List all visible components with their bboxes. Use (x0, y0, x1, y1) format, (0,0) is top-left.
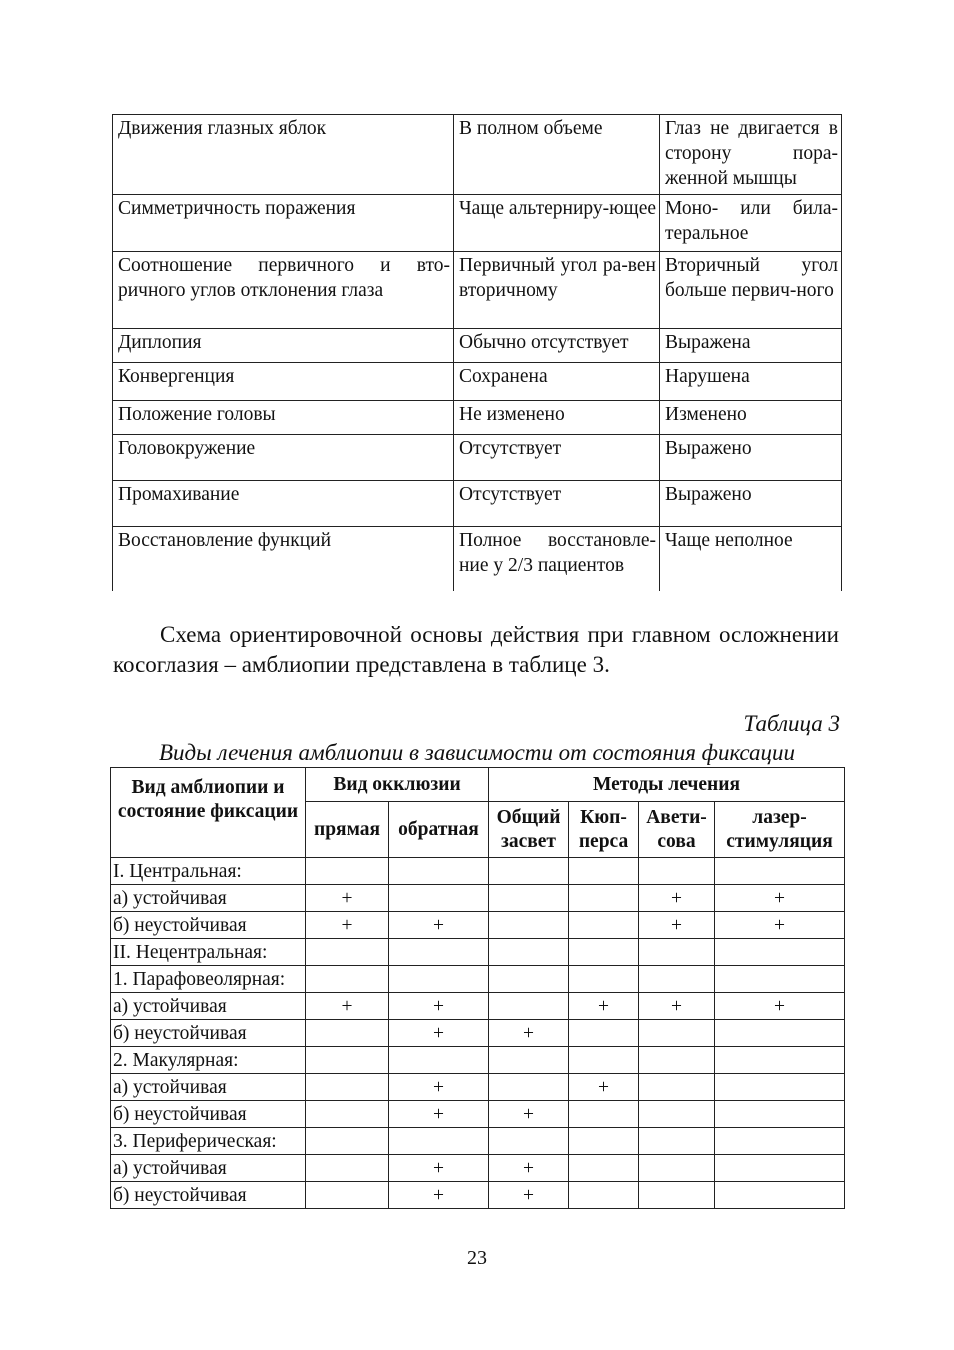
cell-paralytic: Нарушена (660, 363, 842, 401)
mark-cell (569, 885, 639, 912)
cell-paralytic: Выражено (660, 435, 842, 481)
table-row (111, 993, 845, 1020)
mark-cell (715, 939, 845, 966)
mark-cell (306, 1074, 389, 1101)
mark-cell: + (715, 912, 845, 939)
cell-paralytic: Вторичный угол больше первич-ного (660, 252, 842, 329)
cell-param: Диплопия (113, 329, 454, 363)
mark-cell (715, 858, 845, 885)
comparison-table (112, 114, 842, 591)
mark-cell (639, 939, 715, 966)
table-row (113, 363, 842, 401)
mark-cell (715, 1047, 845, 1074)
mark-cell: + (389, 1074, 489, 1101)
mark-cell (306, 1101, 389, 1128)
cell-comitant: Сохранена (454, 363, 660, 401)
header-occlusion-group: Вид окклюзии (306, 768, 489, 802)
cell-paralytic: Выражена (660, 329, 842, 363)
mark-cell (715, 1101, 845, 1128)
cell-comitant: Отсутствует (454, 435, 660, 481)
cell-paralytic: Моно- или била-теральное (660, 195, 842, 252)
mark-cell: + (489, 1155, 569, 1182)
mark-cell (715, 1128, 845, 1155)
mark-cell (389, 939, 489, 966)
mark-cell: + (389, 1020, 489, 1047)
mark-cell (306, 966, 389, 993)
mark-cell (489, 966, 569, 993)
mark-cell (489, 1074, 569, 1101)
mark-cell: + (389, 912, 489, 939)
mark-cell (306, 1128, 389, 1155)
table-row (113, 527, 842, 591)
table-row (111, 912, 845, 939)
mark-cell (489, 1128, 569, 1155)
mark-cell (569, 1020, 639, 1047)
mark-cell (639, 1101, 715, 1128)
mark-cell: + (389, 1182, 489, 1209)
cell-paralytic: Чаще неполное (660, 527, 842, 591)
mark-cell (389, 1047, 489, 1074)
mark-cell: + (489, 1101, 569, 1128)
mark-cell (569, 1128, 639, 1155)
mark-cell (489, 912, 569, 939)
table-row (113, 115, 842, 195)
table-row (111, 1101, 845, 1128)
cell-comitant: В полном объеме (454, 115, 660, 195)
cell-param: Промахивание (113, 481, 454, 527)
row-label: б) неустойчивая (111, 1101, 306, 1128)
mark-cell: + (389, 1155, 489, 1182)
row-label: а) устойчивая (111, 1155, 306, 1182)
table-row (111, 1074, 845, 1101)
cell-comitant: Не изменено (454, 401, 660, 435)
mark-cell (715, 1155, 845, 1182)
mark-cell: + (306, 912, 389, 939)
table-number: Таблица 3 (743, 711, 840, 736)
mark-cell (569, 858, 639, 885)
mark-cell: + (389, 1101, 489, 1128)
mark-cell (569, 1047, 639, 1074)
cell-paralytic: Выражено (660, 481, 842, 527)
page-number: 23 (467, 1247, 487, 1269)
mark-cell (489, 1047, 569, 1074)
header-reverse: обратная (389, 802, 489, 858)
mark-cell: + (715, 993, 845, 1020)
header-avetisov: Авети-сова (639, 802, 715, 858)
cell-param: Головокружение (113, 435, 454, 481)
mark-cell (569, 912, 639, 939)
table-row (113, 252, 842, 329)
row-label: а) устойчивая (111, 993, 306, 1020)
row-label: I. Центральная: (111, 858, 306, 885)
mark-cell (639, 1074, 715, 1101)
row-label: 1. Парафовеолярная: (111, 966, 306, 993)
table-row (111, 1128, 845, 1155)
mark-cell (306, 858, 389, 885)
mark-cell: + (389, 993, 489, 1020)
cell-param: Движения глазных яблок (113, 115, 454, 195)
header-kuepers: Кюп-перса (569, 802, 639, 858)
row-label: б) неустойчивая (111, 1020, 306, 1047)
mark-cell (715, 1182, 845, 1209)
cell-comitant: Отсутствует (454, 481, 660, 527)
row-label: а) устойчивая (111, 885, 306, 912)
table-row (113, 401, 842, 435)
mark-cell: + (639, 993, 715, 1020)
mark-cell (389, 858, 489, 885)
mark-cell (306, 1020, 389, 1047)
mark-cell: + (489, 1020, 569, 1047)
header-methods-group: Методы лечения (489, 768, 845, 802)
cell-comitant: Первичный угол ра-вен вторичному (454, 252, 660, 329)
mark-cell: + (639, 912, 715, 939)
cell-comitant: Полное восстановле-ние у 2/3 пациентов (454, 527, 660, 591)
mark-cell (639, 1047, 715, 1074)
mark-cell: + (639, 885, 715, 912)
cell-comitant: Чаще альтерниру-ющее (454, 195, 660, 252)
cell-comitant: Обычно отсутствует (454, 329, 660, 363)
mark-cell (569, 1182, 639, 1209)
table-caption: Виды лечения амблиопии в зависимости от состояния фиксации (158, 740, 796, 765)
mark-cell (639, 858, 715, 885)
amblyopia-treatment-table (110, 767, 845, 1209)
table-row (111, 885, 845, 912)
row-label: 2. Макулярная: (111, 1047, 306, 1074)
mark-cell (715, 966, 845, 993)
mark-cell (389, 885, 489, 912)
mark-cell (569, 1101, 639, 1128)
row-label: б) неустойчивая (111, 1182, 306, 1209)
cell-param: Положение головы (113, 401, 454, 435)
mark-cell: + (306, 993, 389, 1020)
cell-paralytic: Глаз не двигается в сторону пора-женной мышцы (660, 115, 842, 195)
mark-cell (639, 1020, 715, 1047)
header-general-illumination: Общий засвет (489, 802, 569, 858)
table-row (113, 435, 842, 481)
mark-cell: + (569, 1074, 639, 1101)
table-row (111, 1047, 845, 1074)
row-label: II. Нецентральная: (111, 939, 306, 966)
mark-cell (306, 939, 389, 966)
mark-cell (389, 966, 489, 993)
mark-cell (639, 1128, 715, 1155)
table-row (111, 858, 845, 885)
mark-cell (639, 966, 715, 993)
mark-cell: + (569, 993, 639, 1020)
mark-cell: + (715, 885, 845, 912)
row-label: а) устойчивая (111, 1074, 306, 1101)
table-row (113, 195, 842, 252)
body-paragraph: Схема ориентировочной основы действия при главном осложнении косоглазия – амблиопии представлена в таблице 3. (113, 622, 839, 677)
table-row (113, 481, 842, 527)
cell-param: Симметричность поражения (113, 195, 454, 252)
cell-param: Соотношение первичного и вто-ричного углов отклонения глаза (113, 252, 454, 329)
table-row (111, 939, 845, 966)
mark-cell (306, 1047, 389, 1074)
table-row (111, 1020, 845, 1047)
mark-cell (489, 939, 569, 966)
table-row (111, 966, 845, 993)
header-amblyopia-type: Вид амблиопии и состояние фиксации (111, 768, 306, 858)
header-laser-stimulation: лазер-стимуляция (715, 802, 845, 858)
row-label: б) неустойчивая (111, 912, 306, 939)
mark-cell (489, 993, 569, 1020)
mark-cell (489, 858, 569, 885)
cell-param: Конвергенция (113, 363, 454, 401)
mark-cell (569, 939, 639, 966)
mark-cell (306, 1155, 389, 1182)
mark-cell (389, 1128, 489, 1155)
mark-cell (569, 1155, 639, 1182)
mark-cell (639, 1182, 715, 1209)
header-direct: прямая (306, 802, 389, 858)
mark-cell (569, 966, 639, 993)
table-row (113, 329, 842, 363)
mark-cell (715, 1074, 845, 1101)
mark-cell (715, 1020, 845, 1047)
cell-param: Восстановление функций (113, 527, 454, 591)
table-row (111, 1182, 845, 1209)
cell-paralytic: Изменено (660, 401, 842, 435)
mark-cell (306, 1182, 389, 1209)
mark-cell: + (489, 1182, 569, 1209)
row-label: 3. Периферическая: (111, 1128, 306, 1155)
mark-cell: + (306, 885, 389, 912)
table-row (111, 1155, 845, 1182)
mark-cell (639, 1155, 715, 1182)
mark-cell (489, 885, 569, 912)
